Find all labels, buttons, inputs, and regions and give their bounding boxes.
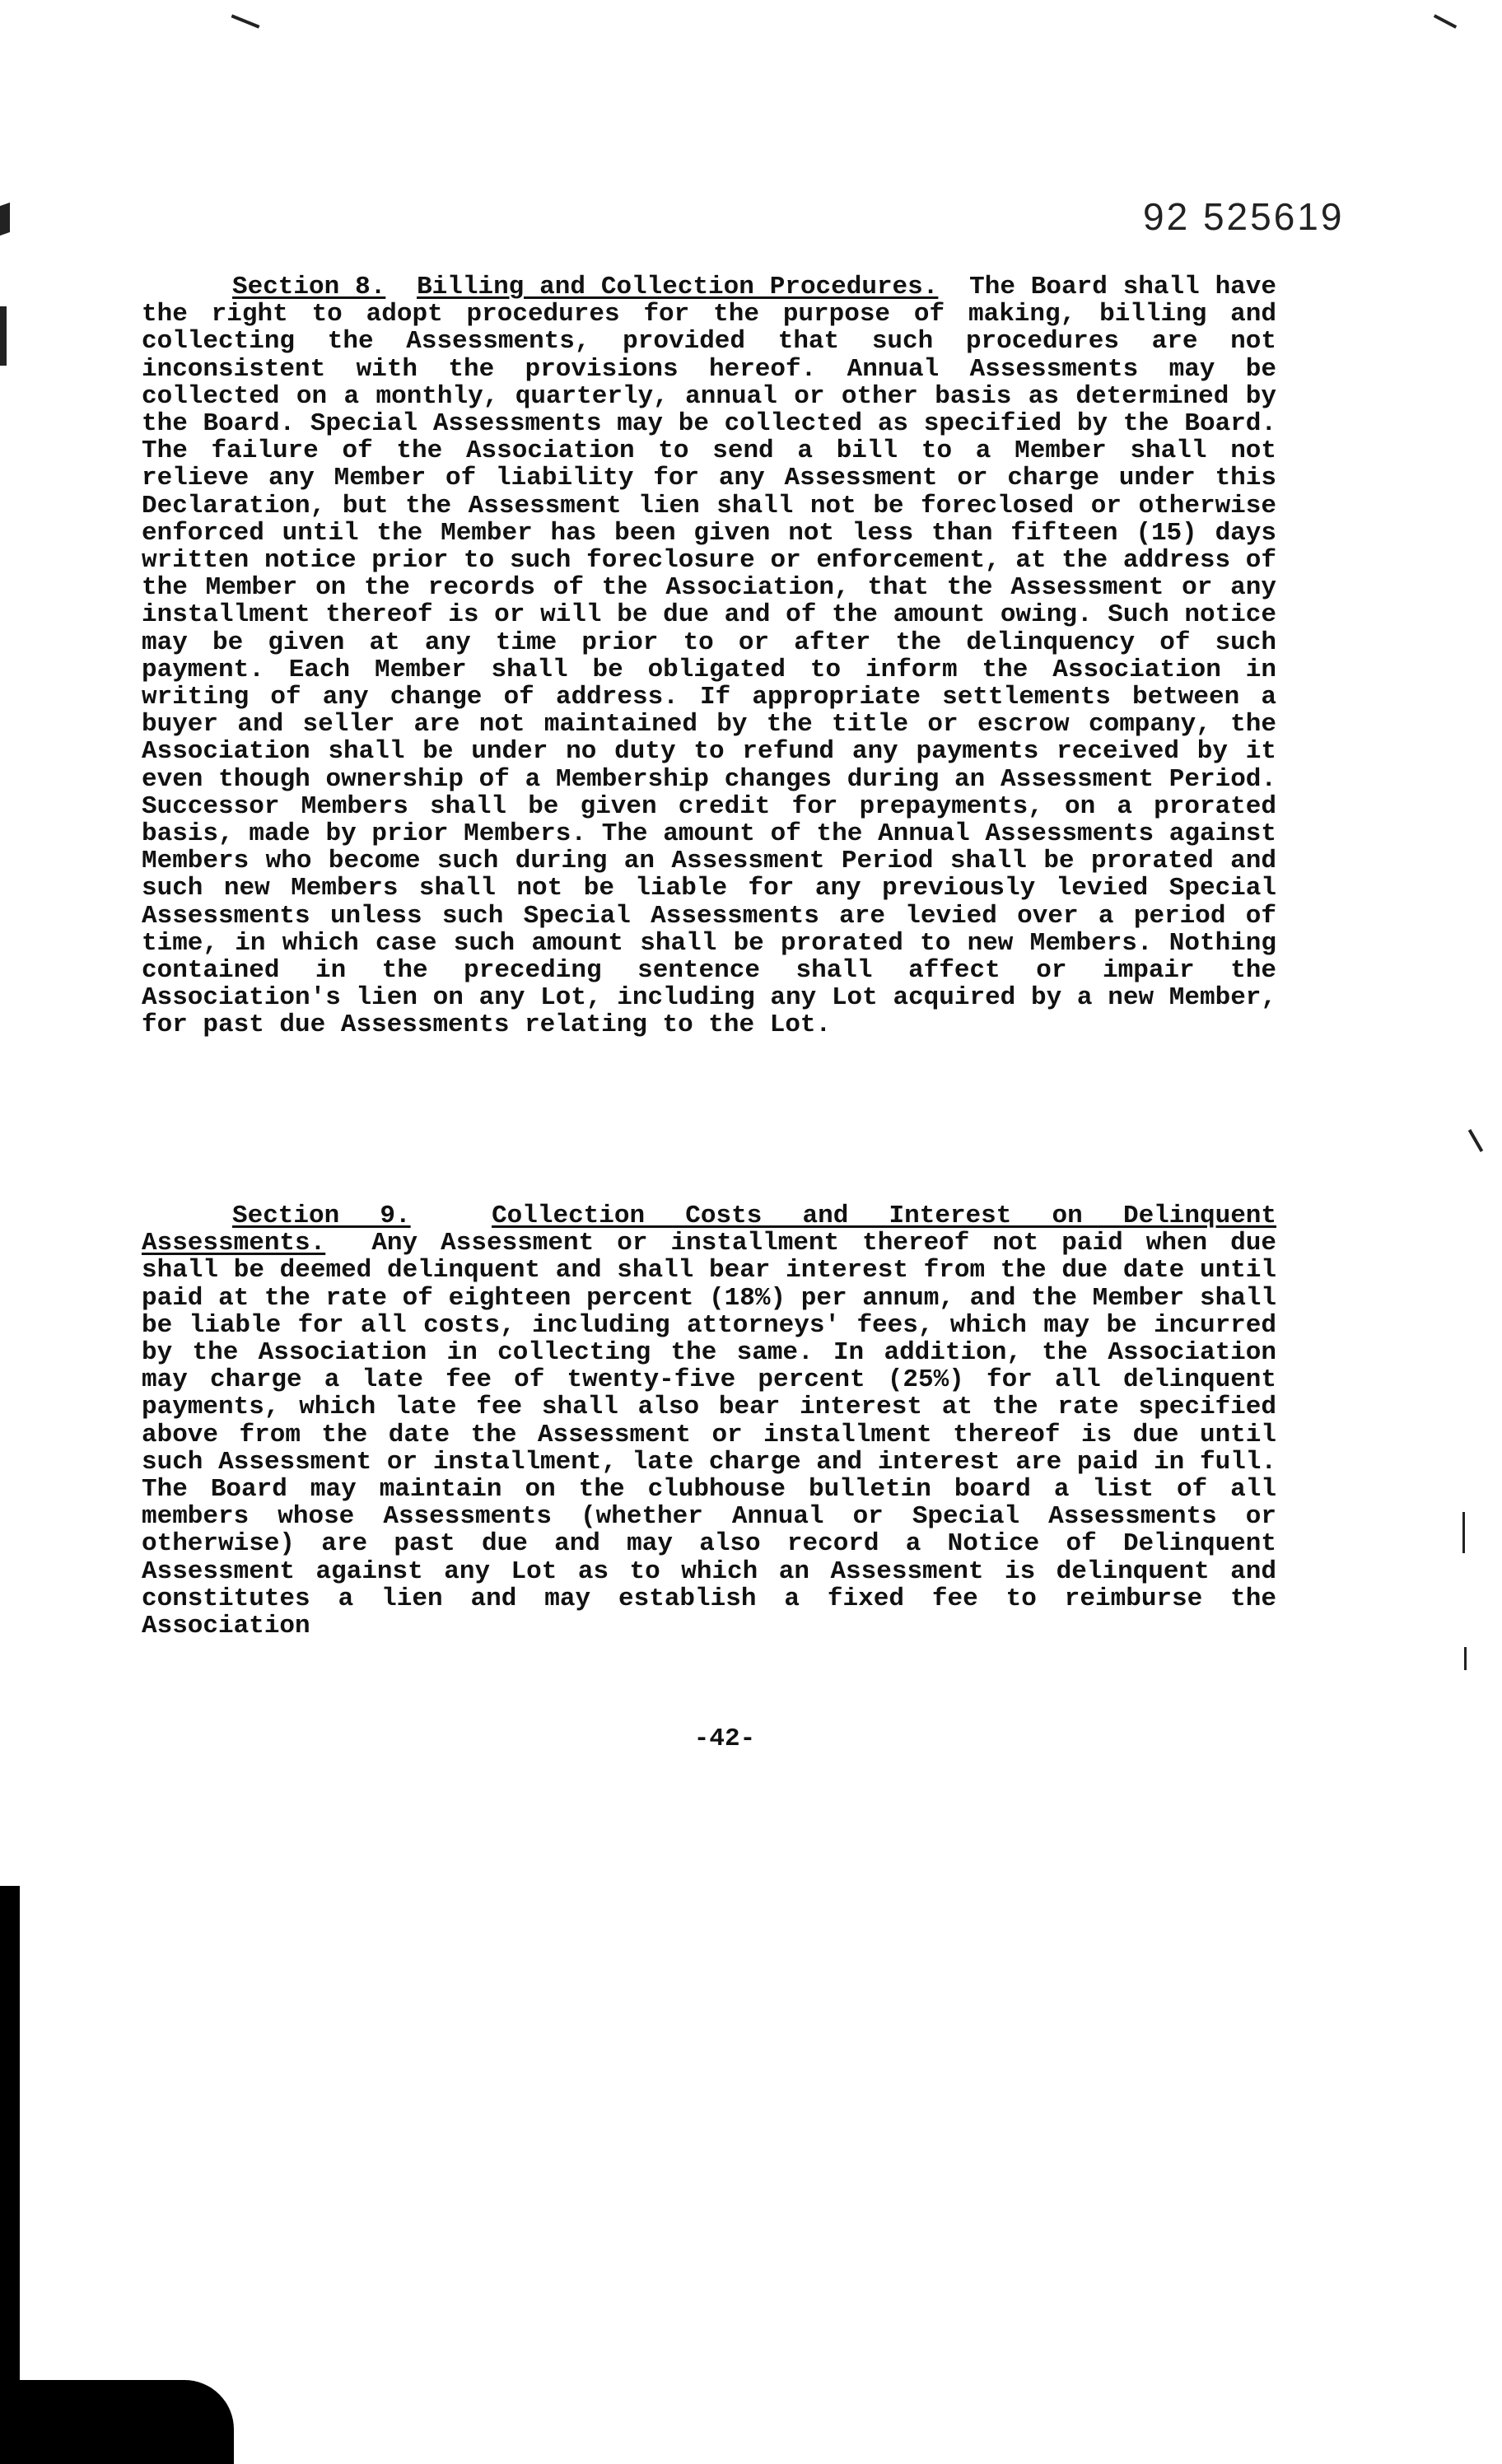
section-9-body: Any Assessment or installment thereof not paid when due shall be deemed delinquent and shall bear interest from the due date until paid at the rate of eighteen percent (18%) per annum, and the Member shall be liable for all costs, including attorneys' fees, which may be incurred by the Association in collecting the same. In addition, the Association may charge a late fee of twenty-five percent (25%) for all delinquent payments, which late fee shall also bear interest at the rate specified above from the date the Assessment or installment thereof is due until such Assessment or installment, late charge and interest are paid in full. The Board may maintain on the clubhouse bulletin board a list of all members whose Assessments (whether Annual or Special Assessments or otherwise) are past due and may also record a Notice of Delinquent Assessment against any Lot as to which an Assessment is delinquent and constitutes a lien and may establish a fixed fee to reimburse the Association (142, 1229, 1276, 1641)
section-8-body: The Board shall have the right to adopt procedures for the purpose of making, billing and collecting the Assessments, provided that such procedures are not inconsistent with the provisions hereof. Annual Assessments may be collected on a monthly, quarterly, annual or other basis as determined by the Board. Special Assessments may be collected as specified by the Board. The failure of the Association to send a bill to a Member shall not relieve any Member of liability for any Assessment or charge under this Declaration, but the Assessment lien shall not be foreclosed or otherwise enforced until the Member has been given not less than fifteen (15) days written notice prior to such foreclosure or enforcement, at the address of the Member on the records of the Association, that the Assessment or any installment thereof is or will be due and of the amount owing. Such notice may be given at any time prior to or after the delinquency of such payment. Each Member shall be obligated to inform the Association in writing of any change of address. If appropriate settlements between a buyer and seller are not maintained by the title or escrow company, the Association shall be under no duty to refund any payments received by it even though ownership of a Membership changes during an Assessment Period. Successor Members shall be given credit for prepayments, on a prorated basis, made by prior Members. The amount of the Annual Assessments against Members who become such during an Assessment Period shall be prorated and such new Members shall not be liable for any previously levied Special Assessments unless such Special Assessments are levied over a period of time, in which case such amount shall be prorated to new Members. Nothing contained in the preceding sentence shall affect or impair the Association's lien on any Lot, including any Lot acquired by a new Member, for past due Assessments relating to the Lot. (142, 273, 1276, 1040)
scan-mark-right-2 (1462, 1512, 1465, 1553)
section-9-paragraph (142, 1202, 1276, 1640)
page-number: -42- (693, 1724, 756, 1753)
scan-mark-top (231, 14, 260, 28)
scan-mark-top-2 (1434, 14, 1457, 29)
scan-mark-left-2 (0, 306, 7, 366)
scan-edge-left (0, 1886, 20, 2464)
document-number: 92 525619 (1143, 195, 1345, 238)
section-8-title: Billing and Collection Procedures. (417, 273, 939, 301)
scan-mark-right (1468, 1129, 1483, 1152)
scan-mark-left (0, 203, 10, 236)
section-8-paragraph (142, 273, 1276, 1039)
section-8-label: Section 8. (232, 273, 386, 301)
scan-mark-right-3 (1464, 1647, 1467, 1670)
section-9-label: Section 9. (232, 1202, 411, 1230)
section-9-title: Collection Costs and Interest on Delinquent Assessments. (142, 1202, 1277, 1258)
scan-edge-bottom (20, 2380, 234, 2464)
